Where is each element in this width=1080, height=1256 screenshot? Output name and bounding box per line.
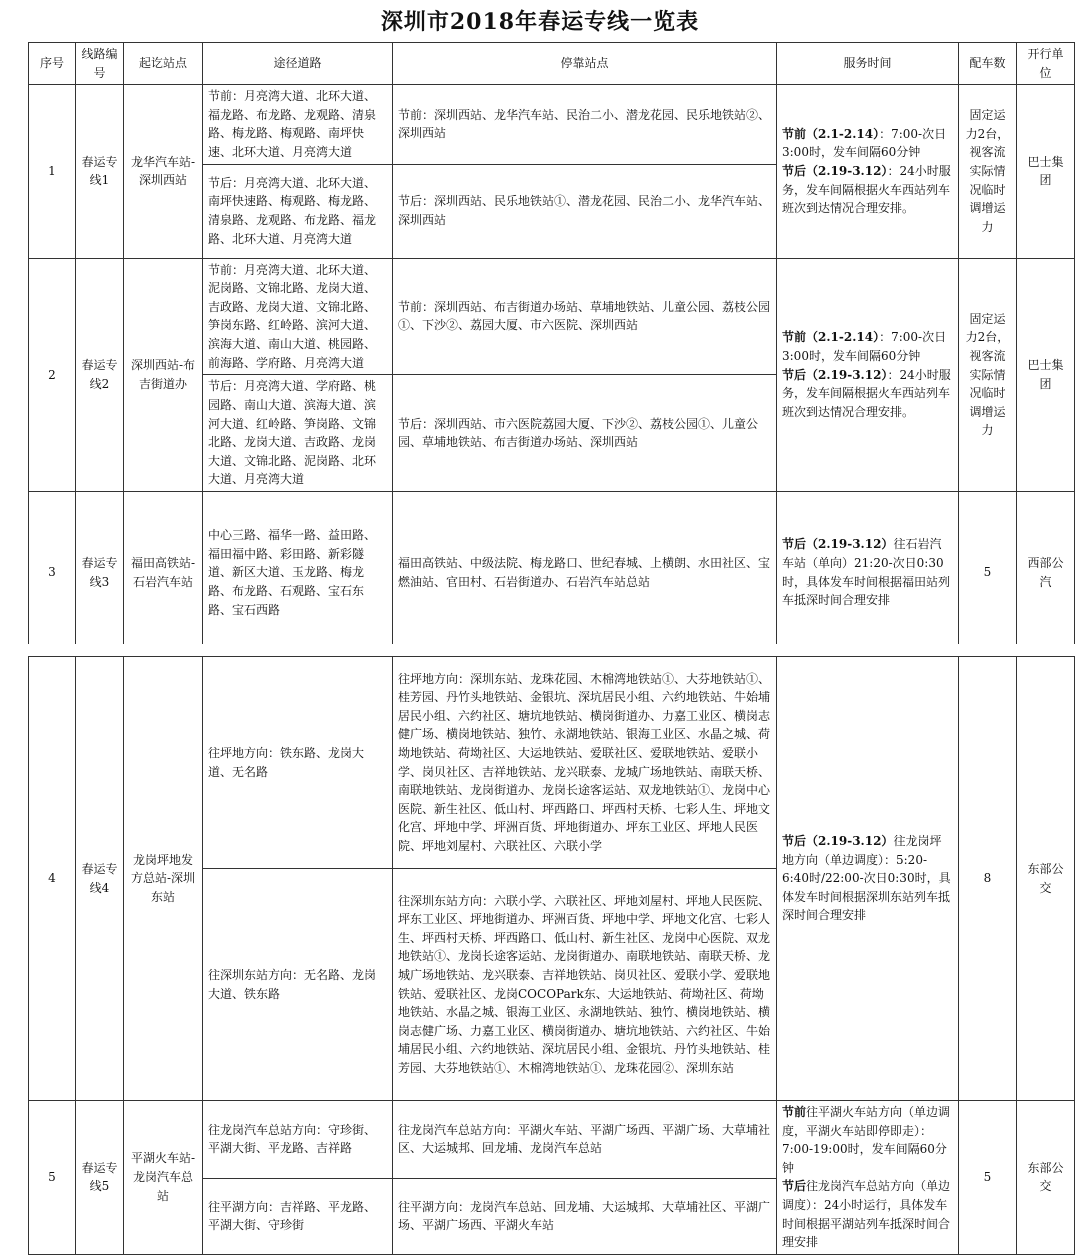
- table-row: [29, 492, 1075, 654]
- row-stops-inbound: 往深圳东站方向：六联小学、六联社区、坪地刘屋村、坪地人民医院、坪东工业区、坪地街道办、坪洲百货、坪地中学、坪地文化宫、七彩人生、坪西村天桥、坪西路口、低山村、新生社区、龙岗中心医院、双龙地铁站①、龙岗长途客运站、龙岗街道办、南联地铁站、南联天桥、龙城广场地铁站、龙兴联泰、吉祥地铁站、岗贝社区、爱联小学、爱联地铁站、爱联社区、龙岗COCOPark东、大运地铁站、荷坳社区、荷坳地铁站、水晶之城、银海工业区、永湖地铁站、独竹、横岗地铁站、横岗志健广场、力嘉工业区、横岗街道办、塘坑地铁站、六约社区、牛始埔居民小组、六约地铁站、深坑居民小组、金银坑、丹竹头地铁站、桂芳园、大芬地铁站①、木棉湾地铁站①、龙珠花园②、深圳东站: [393, 869, 777, 1101]
- hours-after-text: ：24小时服务，发车间隔根据火车西站列车班次到达情况合理安排。: [782, 367, 951, 419]
- row-seq: 5: [29, 1101, 76, 1255]
- table-row: [29, 657, 1075, 869]
- hours-after-label: 节后: [782, 1179, 807, 1194]
- row-stops-inbound: 往平湖方向：龙岗汽车总站、回龙埔、大运城邦、大草埔社区、平湖广场、平湖广场西、平湖火车站: [393, 1178, 777, 1254]
- row-line-no: 春运专线5: [76, 1101, 124, 1255]
- row-operator: 东部公交: [1017, 657, 1075, 1101]
- header-hours: 服务时间: [777, 43, 959, 85]
- row-seq: 4: [29, 657, 76, 1101]
- hours-before-text: ：7:00-次日3:00时，发车间隔60分钟: [782, 330, 947, 363]
- row-roads: 中心三路、福华一路、益田路、福田福中路、彩田路、新彩隧道、新区大道、玉龙路、梅龙路、布龙路、石观路、宝石东路、宝石西路: [203, 492, 393, 654]
- hours-before-label: 节前（2.1-2.14）: [782, 330, 880, 345]
- header-endpoints: 起讫站点: [124, 43, 203, 85]
- row-hours: [777, 85, 959, 258]
- header-operator: 开行单位: [1017, 43, 1075, 85]
- row-hours: [777, 492, 959, 654]
- header-row: [29, 43, 1075, 85]
- row-buses: 8: [959, 657, 1017, 1101]
- row-stops-after: 节后：深圳西站、民乐地铁站①、潜龙花园、民治二小、龙华汽车站、深圳西站: [393, 164, 777, 258]
- hours-after-text: ：24小时服务，发车间隔根据火车西站列车班次到达情况合理安排。: [782, 164, 951, 216]
- row-roads-outbound: 往龙岗汽车总站方向：守珍街、平湖大街、平龙路、吉祥路: [203, 1101, 393, 1179]
- hours-before-label: 节前（2.1-2.14）: [782, 126, 880, 141]
- hours-after-label: 节后（2.19-3.12）: [782, 367, 888, 382]
- row-endpoints: 深圳西站-布吉街道办: [124, 258, 203, 492]
- row-operator: 巴士集团: [1017, 258, 1075, 492]
- row-roads-inbound: 往平湖方向：吉祥路、平龙路、平湖大街、守珍街: [203, 1178, 393, 1254]
- row-roads-outbound: 往坪地方向：铁东路、龙岗大道、无名路: [203, 657, 393, 869]
- row-seq: 2: [29, 258, 76, 492]
- row-roads-after: 节后：月亮湾大道、学府路、桃园路、南山大道、滨海大道、滨河大道、红岭路、笋岗路、文锦北路、龙岗大道、吉政路、龙岗大道、文锦北路、泥岗路、北环大道、月亮湾大道: [203, 375, 393, 492]
- row-line-no: 春运专线4: [76, 657, 124, 1101]
- header-seq: 序号: [29, 43, 76, 85]
- hours-label: 节后（2.19-3.12）: [782, 834, 894, 849]
- row-endpoints: 龙岗坪地发方总站-深圳东站: [124, 657, 203, 1101]
- row-endpoints: 福田高铁站-石岩汽车站: [124, 492, 203, 654]
- row-hours: [777, 258, 959, 492]
- row-roads-before: 节前：月亮湾大道、北环大道、泥岗路、文锦北路、龙岗大道、吉政路、龙岗大道、文锦北路、笋岗东路、红岭路、滨河大道、滨海大道、南山大道、桃园路、前海路、学府路、月亮湾大道: [203, 258, 393, 375]
- row-buses: 5: [959, 492, 1017, 654]
- row-operator: 巴士集团: [1017, 85, 1075, 258]
- row-line-no: 春运专线1: [76, 85, 124, 258]
- row-line-no: 春运专线3: [76, 492, 124, 654]
- row-seq: 1: [29, 85, 76, 258]
- header-line-no: 线路编号: [76, 43, 124, 85]
- hours-before-label: 节前: [782, 1105, 807, 1119]
- page-break: [0, 644, 1080, 654]
- hours-text: 往石岩汽车站（单向）21:20-次日0:30时，具体发车时间根据福田站列车抵深时间合理安排: [782, 537, 951, 608]
- row-operator: 东部公交: [1017, 1101, 1075, 1255]
- row-stops-after: 节后：深圳西站、市六医院荔园大厦、下沙②、荔枝公园①、儿童公园、草埔地铁站、布吉街道办场站、深圳西站: [393, 375, 777, 492]
- row-buses: 固定运力2台，视客流实际情况临时调增运力: [959, 258, 1017, 492]
- hours-text: 往龙岗坪地方向（单边调度）：5:20-6:40时/22:00-次日0:30时，具体发车时间根据深圳东站列车抵深时间合理安排: [782, 834, 951, 923]
- row-endpoints: 平湖火车站-龙岗汽车总站: [124, 1101, 203, 1255]
- table-row: [29, 258, 1075, 375]
- header-roads: 途径道路: [203, 43, 393, 85]
- row-line-no: 春运专线2: [76, 258, 124, 492]
- row-operator: 西部公汽: [1017, 492, 1075, 654]
- row-roads-before: 节前：月亮湾大道、北环大道、福龙路、布龙路、龙观路、清泉路、梅龙路、梅观路、南坪快速、北环大道、月亮湾大道: [203, 85, 393, 164]
- schedule-table-page-2: [28, 656, 1075, 1255]
- page-title: 深圳市2018年春运专线一览表: [380, 9, 700, 35]
- row-buses: 5: [959, 1101, 1017, 1255]
- header-buses: 配车数: [959, 43, 1017, 85]
- header-stops: 停靠站点: [393, 43, 777, 85]
- row-buses: 固定运力2台，视客流实际情况临时调增运力: [959, 85, 1017, 258]
- row-stops: 福田高铁站、中级法院、梅龙路口、世纪春城、上横朗、水田社区、宝燃油站、官田村、石岩街道办、石岩汽车站总站: [393, 492, 777, 654]
- row-hours: [777, 1101, 959, 1255]
- row-hours: [777, 657, 959, 1101]
- row-endpoints: 龙华汽车站-深圳西站: [124, 85, 203, 258]
- table-row: [29, 1101, 1075, 1179]
- row-stops-before: 节前：深圳西站、龙华汽车站、民治二小、潜龙花园、民乐地铁站②、深圳西站: [393, 85, 777, 164]
- hours-after-label: 节后（2.19-3.12）: [782, 164, 888, 179]
- hours-before-text: 往平湖火车站方向（单边调度，平湖火车站即停即走）：7:00-19:00时，发车间隔60分钟: [782, 1105, 951, 1175]
- hours-after-text: 往龙岗汽车总站方向（单边调度）：24小时运行，具体发车时间根据平湖站列车抵深时间合理安排: [782, 1179, 951, 1250]
- row-roads-inbound: 往深圳东站方向：无名路、龙岗大道、铁东路: [203, 869, 393, 1101]
- row-stops-before: 节前：深圳西站、布吉街道办场站、草埔地铁站、儿童公园、荔枝公园①、下沙②、荔园大厦、市六医院、深圳西站: [393, 258, 777, 375]
- row-stops-outbound: 往坪地方向：深圳东站、龙珠花园、木棉湾地铁站①、大芬地铁站①、桂芳园、丹竹头地铁站、金银坑、深坑居民小组、六约地铁站、牛始埔居民小组、六约社区、塘坑地铁站、横岗街道办、力嘉工业区、横岗志健广场、横岗地铁站、独竹、永湖地铁站、银海工业区、水晶之城、荷坳地铁站、荷坳社区、大运地铁站、爱联社区、爱联地铁站、爱联小学、岗贝社区、吉祥地铁站、龙兴联泰、龙城广场地铁站、南联天桥、南联地铁站、龙岗街道办、龙岗长途客运站、双龙地铁站①、龙岗中心医院、新生社区、低山村、坪西路口、坪西村天桥、七彩人生、坪地文化宫、坪地中学、坪洲百货、坪地街道办、坪东工业区、坪地人民医院、坪地刘屋村、六联社区、六联小学: [393, 657, 777, 869]
- row-roads-after: 节后：月亮湾大道、北环大道、南坪快速路、梅观路、梅龙路、清泉路、龙观路、布龙路、福龙路、北环大道、月亮湾大道: [203, 164, 393, 258]
- hours-label: 节后（2.19-3.12）: [782, 537, 894, 552]
- schedule-table-page-1: [28, 42, 1075, 654]
- row-stops-outbound: 往龙岗汽车总站方向：平湖火车站、平湖广场西、平湖广场、大草埔社区、大运城邦、回龙埔、龙岗汽车总站: [393, 1101, 777, 1179]
- row-seq: 3: [29, 492, 76, 654]
- table-row: [29, 85, 1075, 164]
- hours-before-text: ：7:00-次日3:00时，发车间隔60分钟: [782, 126, 947, 160]
